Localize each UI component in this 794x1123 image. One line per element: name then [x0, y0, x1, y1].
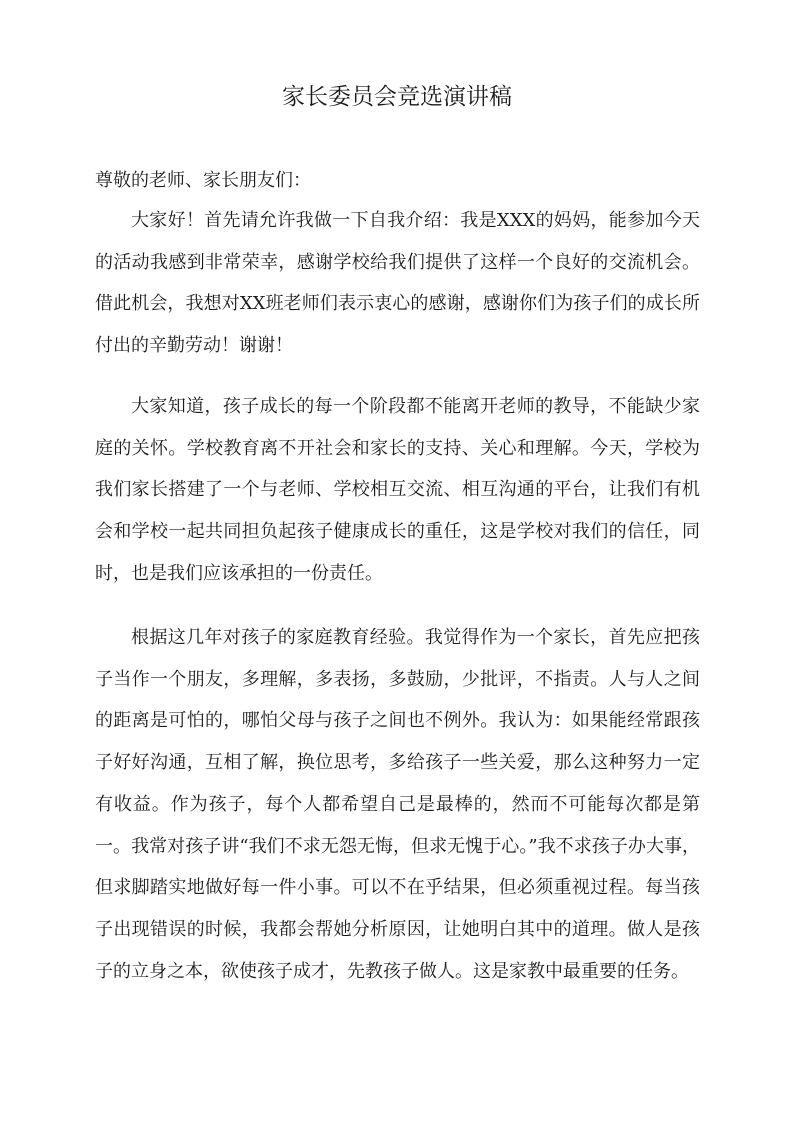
paragraph-school-family: 大家知道，孩子成长的每一个阶段都不能离开老师的教导，不能缺少家庭的关怀。学校教育离不开社会和家长的支持、关心和理解。今天，学校为我们家长搭建了一个与老师、学校相互交流、相互沟通的平台，让我们有机会和学校一起共同担负起孩子健康成长的重任，这是学校对我们的信任，同时，也是我们应该承担的一份责任。 [95, 396, 700, 584]
paragraph-education-experience: 根据这几年对孩子的家庭教育经验。我觉得作为一个家长，首先应把孩子当作一个朋友，多理解，多表扬，多鼓励，少批评，不指责。人与人之间的距离是可怕的，哪怕父母与孩子之间也不例外。我认为：如果能经常跟孩子好好沟通，互相了解，换位思考，多给孩子一些关爱，那么这种努力一定有收益。作为孩子，每个人都希望自己是最棒的，然而不可能每次都是第一。我常对孩子讲“我们不求无怨无悔，但求无愧于心。”我不求孩子办大事，但求脚踏实地做好每一件小事。可以不在乎结果，但必须重视过程。每当孩子出现错误的时候，我都会帮她分析原因，让她明白其中的道理。做人是孩子的立身之本，欲使孩子成才，先教孩子做人。这是家教中最重要的任务。 [95, 627, 700, 982]
document-title: 家长委员会竞选演讲稿 [282, 84, 512, 110]
paragraph-introduction: 大家好！首先请允许我做一下自我介绍：我是XXX的妈妈，能参加今天的活动我感到非常荣幸，感谢学校给我们提供了这样一个良好的交流机会。借此机会，我想对XX班老师们表示衷心的感谢，感谢你们为孩子们的成长所付出的辛勤劳动！谢谢！ [95, 210, 700, 357]
salutation: 尊敬的老师、家长朋友们： [95, 170, 311, 191]
